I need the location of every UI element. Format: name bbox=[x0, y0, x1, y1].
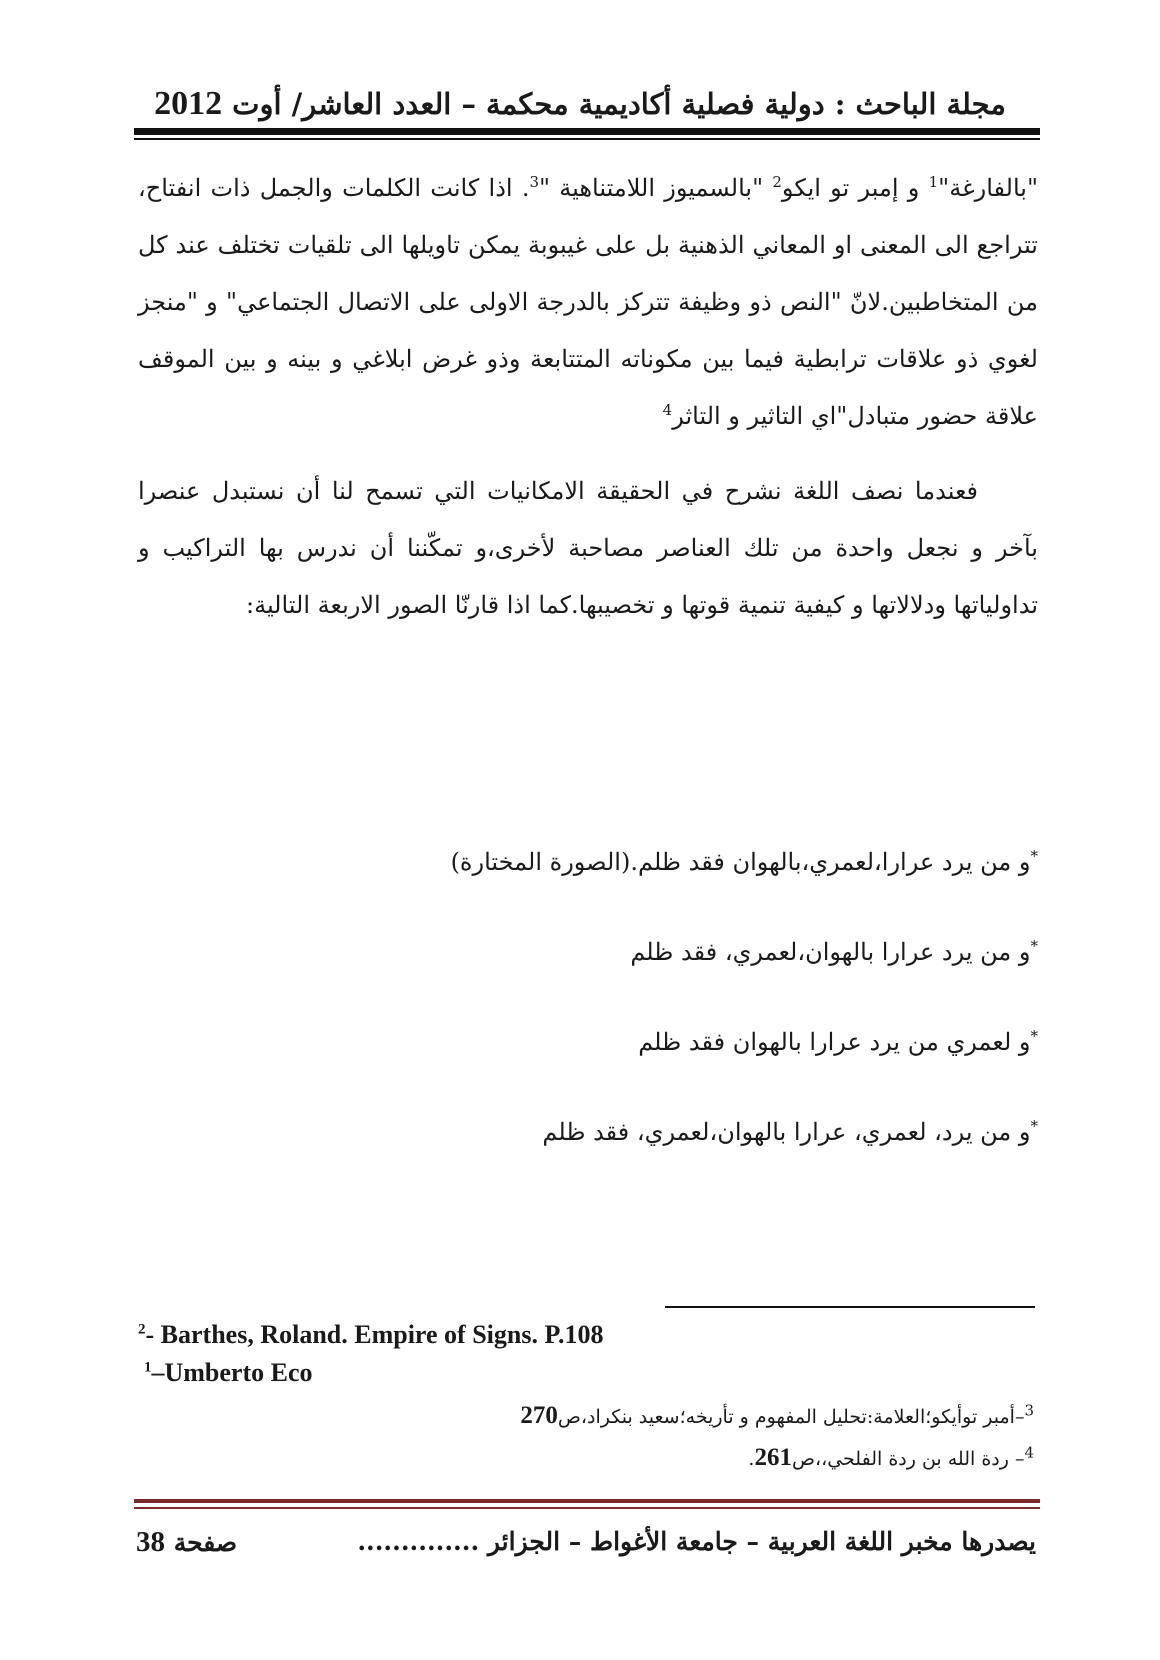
footnote-2 bbox=[138, 1318, 603, 1352]
footnote-ref-4: 4 bbox=[662, 401, 673, 419]
p1-segment: . اذا كانت الكلمات والجمل ذات انفتاح، تتراجع الى المعنى او المعاني الذهنية بل على غيبوبة يمكن تاويلها الى تلقيات تختلف عند كل من المتخاطبين.لانّ "النص ذو وظيفة تتركز بالدرجة الاولى على الاتصال الجتماعي" و "منجز لغوي ذو علاقات ترابطية فيما بين مكوناته المتتابعة وذو غرض ابلاغي و بينه و بين الموقف علاقة حضور متبادل"اي التاثير و التاثر bbox=[138, 174, 1038, 430]
footnote-text: – ردة الله بن ردة الفلحي،،ص bbox=[791, 1448, 1025, 1470]
page-label: صفحة bbox=[173, 1528, 238, 1557]
footer-rule bbox=[134, 1507, 1040, 1509]
example-list bbox=[138, 842, 1038, 1202]
footer-page-number bbox=[136, 1520, 237, 1565]
footnote-1 bbox=[144, 1356, 313, 1390]
p1-segment: "بالفارغة" bbox=[938, 174, 1038, 202]
p1-segment: "بالسميوز اللامتناهية " bbox=[539, 174, 773, 202]
example-text: و من يرد، لعمري، عرارا بالهوان،لعمري، فقد ظلم bbox=[542, 1118, 1031, 1146]
footer-publisher: يصدرها مخبر اللغة العربية – جامعة الأغواط – الجزائر .............. bbox=[357, 1527, 1036, 1556]
paragraph-2: فعندما نصف اللغة نشرح في الحقيقة الامكانيات التي تسمح لنا أن نستبدل عنصرا بآخر و نجعل واحدة من تلك العناصر مصاحبة لأخرى،و تمكّننا أن ندرس بها التراكيب و تداولياتها ودلالاتها و كيفية تنمية قوتها و تخصيبها.كما اذا قارنّا الصور الاربعة التالية: bbox=[138, 477, 1038, 619]
footnote-number: 1 bbox=[144, 1359, 152, 1376]
paragraph-1 bbox=[138, 160, 1038, 445]
page-number: 38 bbox=[136, 1526, 165, 1558]
header-rule-thick bbox=[134, 128, 1040, 135]
footer-rule bbox=[134, 1499, 1040, 1503]
footnote-ref-2: 2 bbox=[772, 173, 782, 191]
journal-header bbox=[130, 84, 1030, 124]
footnote-4 bbox=[748, 1440, 1034, 1477]
example-text: و من يرد عرارا،لعمري،بالهوان فقد ظلم.(الصورة المختارة) bbox=[450, 848, 1031, 876]
footnote-text: - Barthes, Roland. Empire of Signs. P.108 bbox=[145, 1320, 604, 1349]
footnote-page: 261 bbox=[754, 1444, 792, 1471]
journal-title: مجلة الباحث : دولية فصلية أكاديمية محكمة – العدد العاشر/ أوت bbox=[232, 87, 1006, 121]
example-marker: * bbox=[1030, 847, 1038, 865]
header-rule-thin bbox=[134, 138, 1040, 140]
journal-year: 2012 bbox=[154, 85, 223, 122]
footnote-text: –أمبر توأيكو؛العلامة:تحليل المفهوم و تأريخه؛سعيد بنكراد،ص bbox=[557, 1406, 1025, 1428]
footnote-page: 270 bbox=[520, 1402, 558, 1429]
footnote-separator bbox=[665, 1306, 1035, 1308]
footnote-number: 3 bbox=[1024, 1401, 1034, 1420]
example-marker: * bbox=[1030, 1027, 1038, 1045]
footnote-ref-3: 3 bbox=[529, 173, 539, 191]
example-item bbox=[138, 1112, 1038, 1202]
example-marker: * bbox=[1030, 937, 1038, 955]
example-marker: * bbox=[1030, 1117, 1038, 1135]
footnote-number: 2 bbox=[138, 1321, 146, 1338]
example-item bbox=[138, 842, 1038, 932]
p1-segment: و إمبر تو ايكو bbox=[781, 174, 929, 202]
example-text: و لعمري من يرد عرارا بالهوان فقد ظلم bbox=[638, 1028, 1031, 1056]
footnote-number: 4 bbox=[1024, 1443, 1034, 1462]
example-item bbox=[138, 1022, 1038, 1112]
footnote-ref-1: 1 bbox=[928, 173, 939, 191]
example-text: و من يرد عرارا بالهوان،لعمري، فقد ظلم bbox=[630, 938, 1031, 966]
footnote-3 bbox=[520, 1398, 1034, 1435]
footnote-end: . bbox=[748, 1448, 755, 1470]
body-text bbox=[138, 160, 1038, 634]
example-item bbox=[138, 932, 1038, 1022]
footnote-text: –Umberto Eco bbox=[151, 1358, 313, 1387]
